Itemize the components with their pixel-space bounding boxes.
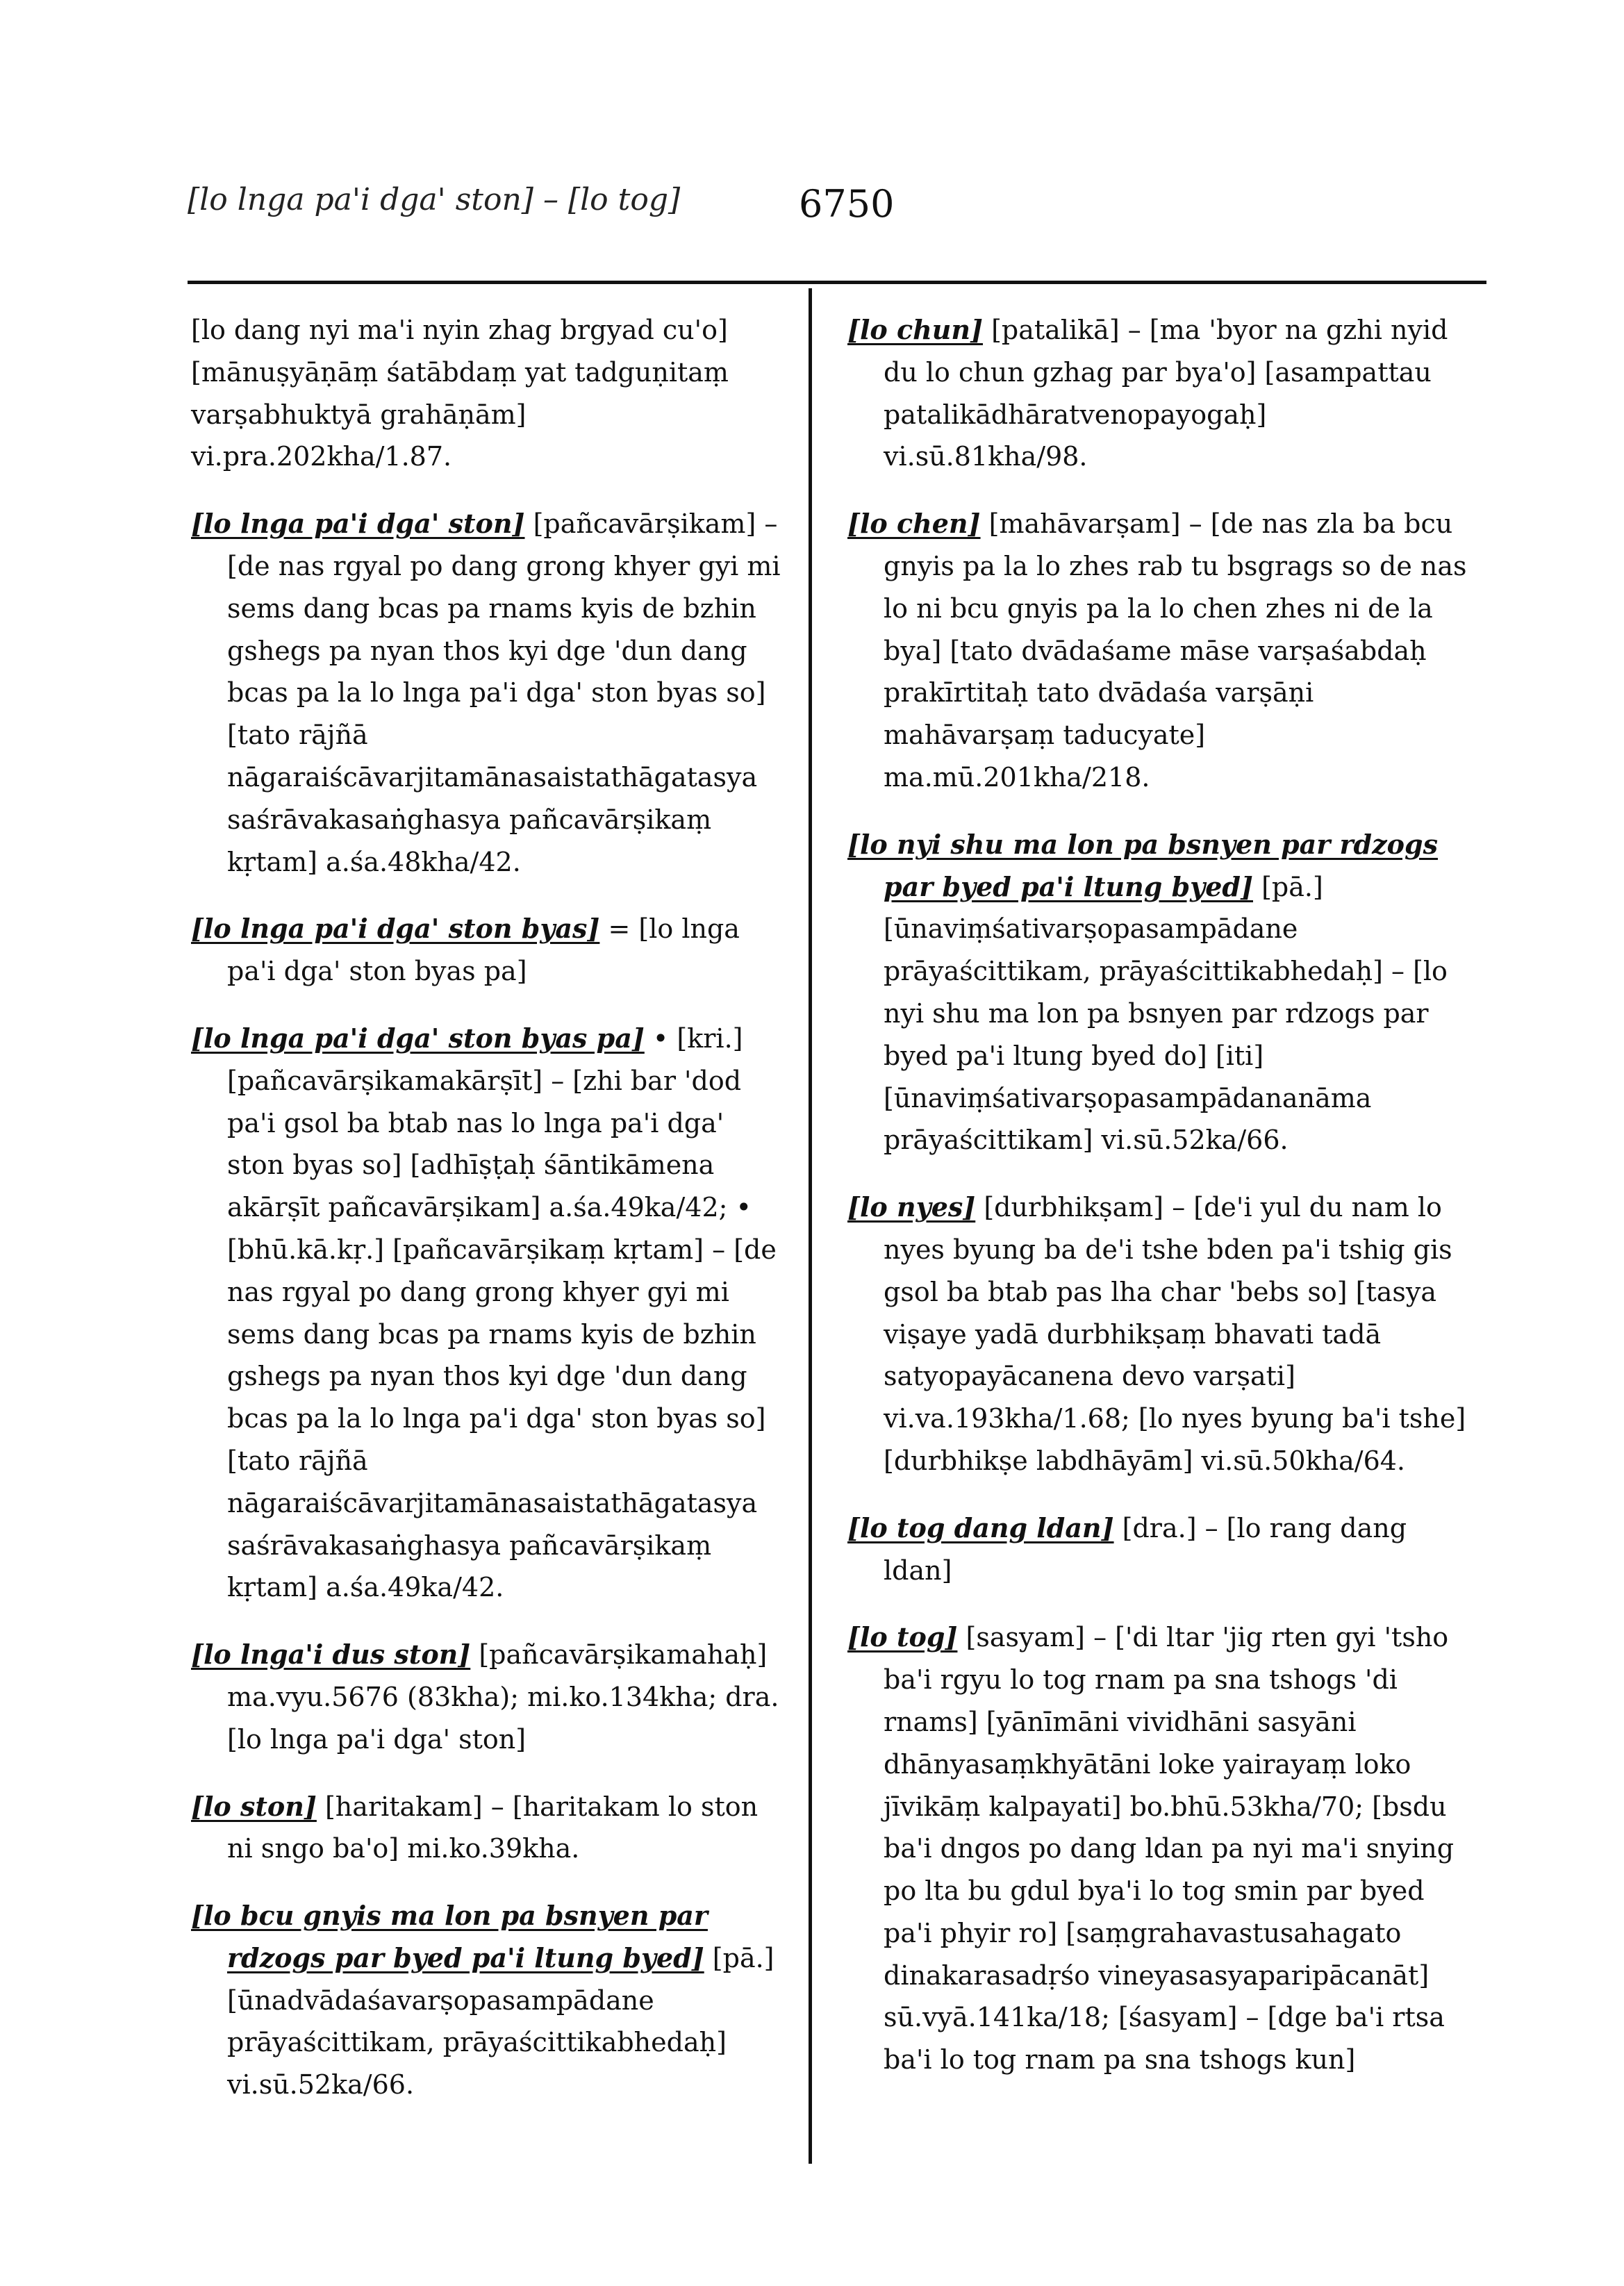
dictionary-entry [847, 1616, 1473, 2081]
entry-text: [pā.] [ūnadvādaśavarṣopasampādane prāyaścittikam, prāyaścittikabhedaḥ] [227, 1942, 774, 2058]
entry-text: [lo dang nyi ma'i nyin zhag brgyad cu'o] [mānuṣyāṇāṃ śatābdaṃ yat tadguṇitaṃ varṣabhuktyā grahāṇām] [191, 315, 729, 430]
dictionary-entry [191, 908, 788, 993]
running-head: [lo lnga pa'i dga' ston] – [lo tog] [188, 182, 681, 217]
entry-reference: vi.sū.52ka/66. [227, 2069, 415, 2101]
entry-headword: [lo chun] [847, 314, 983, 345]
page-number: 6750 [799, 182, 895, 226]
entry-text: • [kri.] [pañcavārṣikamakārṣīt] – [zhi bar 'dod pa'i gsol ba btab nas lo lnga pa'i dga' ston byas so] [adhīṣṭaḥ śāntikāmena akārṣīt pañcavārṣikam] a.śa.49ka/42; • [bhū.kā.kṛ.] [pañcavārṣikaṃ kṛtam] – [de nas rgyal po dang grong khyer gyi mi sems dang bcas pa rnams kyis de bzhin gshegs pa nyan thos kyi dge 'dun dang bcas pa la lo lnga pa'i dga' ston byas so] [tato rājñā nāgaraiścāvarjitamānasaistathāgatasya saśrāvakasaṅghasya pañcavārṣikaṃ kṛtam] [227, 1022, 777, 1603]
entry-reference: vi.pra.202kha/1.87. [191, 441, 452, 472]
dictionary-entry [191, 309, 788, 478]
left-column [191, 309, 788, 2131]
entry-headword: [lo nyes] [847, 1191, 976, 1223]
entry-text: [durbhikṣam] – [de'i yul du nam lo nyes byung ba de'i tshe bden pa'i tshig gis gsol ba btab pas lha char 'bebs so] [tasya viṣaye yadā durbhikṣaṃ bhavati tadā satyopayācanena devo varṣati] vi.va.193kha/1.68; [lo nyes byung ba'i tshe] [durbhikṣe labdhāyām] [884, 1192, 1466, 1476]
entry-headword: [lo chen] [847, 508, 981, 540]
entry-headword: [lo lnga pa'i dga' ston byas] [191, 913, 600, 945]
entry-headword: [lo nyi shu ma lon pa bsnyen par rdzogs par byed pa'i ltung byed] [847, 828, 1438, 902]
dictionary-entry [847, 1186, 1473, 1482]
entry-reference: ma.mū.201kha/218. [884, 761, 1150, 793]
entry-reference: vi.sū.50kha/64. [1201, 1445, 1405, 1476]
dictionary-entry [191, 1018, 788, 1609]
entry-text: [mahāvarṣam] – [de nas zla ba bcu gnyis pa la lo zhes rab tu bsgrags so de nas lo ni bcu gnyis pa la lo chen zhes ni de la bya] [tato dvādaśame māse varṣaśabdaḥ prakīrtitaḥ tato dvādaśa varṣāṇi mahāvarṣaṃ taducyate] [884, 508, 1467, 751]
entry-headword: [lo lnga pa'i dga' ston byas pa] [191, 1022, 645, 1054]
header-rule [188, 281, 1486, 284]
dictionary-entry [191, 1634, 788, 1760]
entry-text: [pañcavārṣikam] – [de nas rgyal po dang grong khyer gyi mi sems dang bcas pa rnams kyis de bzhin gshegs pa nyan thos kyi dge 'dun dang bcas pa la lo lnga pa'i dga' ston byas so] [tato rājñā nāgaraiścāvarjitamānasaistathāgatasya saśrāvakasaṅghasya pañcavārṣikaṃ kṛtam] [227, 508, 781, 877]
dictionary-entry [191, 1895, 788, 2106]
entry-headword: [lo lnga pa'i dga' ston] [191, 508, 525, 540]
entry-text: [dra.] – [lo rang dang ldan] [884, 1512, 1407, 1586]
dictionary-entry [847, 309, 1473, 478]
entry-headword: [lo ston] [191, 1790, 317, 1822]
dictionary-entry [847, 503, 1473, 799]
entry-reference: vi.sū.81kha/98. [884, 441, 1088, 472]
entry-headword: [lo tog] [847, 1621, 958, 1653]
entry-text: [pañcavārṣikamahaḥ] ma.vyu.5676 (83kha); mi.ko.134kha; dra. [lo lnga pa'i dga' ston] [227, 1639, 779, 1755]
entry-headword: [lo bcu gnyis ma lon pa bsnyen par rdzogs par byed pa'i ltung byed] [191, 1900, 708, 1973]
dictionary-entry [847, 824, 1473, 1161]
entry-reference: vi.sū.52ka/66. [1101, 1125, 1289, 1156]
entry-headword: [lo tog dang ldan] [847, 1511, 1114, 1543]
entry-reference: a.śa.48kha/42. [326, 846, 521, 877]
column-divider [809, 288, 812, 2164]
entry-text: [patalikā] – [ma 'byor na gzhi nyid du lo chun gzhag par bya'o] [asampattau patalikādhāratvenopayogaḥ] [884, 315, 1448, 430]
entry-headword: [lo lnga'i dus ston] [191, 1639, 471, 1671]
dictionary-entry [191, 503, 788, 883]
entry-text: [haritakam] – [haritakam lo ston ni sngo ba'o] [227, 1791, 759, 1864]
entry-text: [pā.] [ūnaviṃśativarṣopasampādane prāyaścittikam, prāyaścittikabhedaḥ] – [lo nyi shu ma lon pa bsnyen par rdzogs par byed pa'i ltung byed do] [iti] [ūnaviṃśativarṣopasampādananāma prāyaścittikam] [884, 871, 1448, 1156]
right-column [847, 309, 1473, 2106]
dictionary-entry [847, 1507, 1473, 1592]
dictionary-entry [191, 1786, 788, 1871]
entry-reference: mi.ko.39kha. [407, 1833, 580, 1864]
entry-text: [sasyam] – ['di ltar 'jig rten gyi 'tsho ba'i rgyu lo tog rnam pa sna tshogs 'di rnams] [yānīmāni vividhāni sasyāni dhānyasaṃkhyātāni loke yairayaṃ loko jīvikāṃ kalpayati] bo.bhū.53kha/70; [bsdu ba'i dngos po dang ldan pa nyi ma'i snying po lta bu gdul bya'i lo tog smin par byed pa'i phyir ro] [saṃgrahavastusahagato dinakarasadṛśo vineyasasyaparipācanāt] sū.vyā.141ka/18; [śasyam] – [dge ba'i rtsa ba'i lo tog rnam pa sna tshogs kun] [884, 1622, 1455, 2076]
entry-text: = [lo lnga pa'i dga' ston byas pa] [227, 913, 740, 987]
entry-reference: a.śa.49ka/42. [326, 1572, 504, 1603]
